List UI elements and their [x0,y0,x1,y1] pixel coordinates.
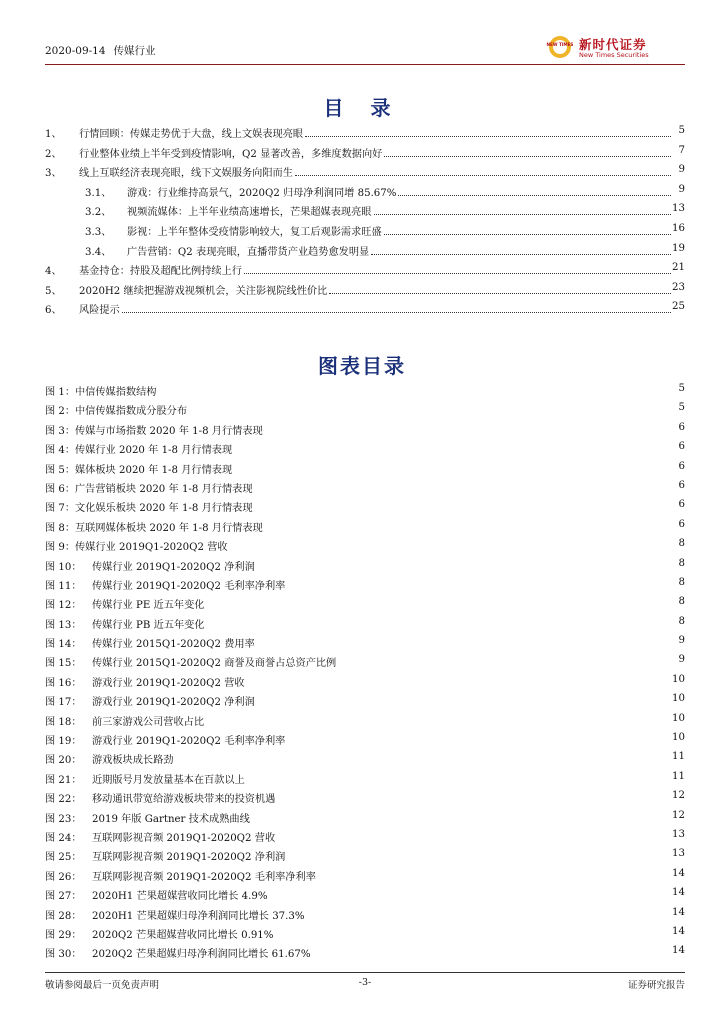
figure-entry[interactable] [45,710,685,729]
figure-entry-page: 8 [678,596,685,608]
toc-entry-number: 2、 [45,148,62,160]
figure-entry-leader [75,383,671,398]
figure-entry-page: 6 [678,460,685,472]
figure-entry-number: 图 9： [45,542,76,554]
figure-entry-leader [92,945,671,960]
toc-entry-leader [127,223,671,238]
toc-entry-leader [79,282,671,297]
figure-entry-page: 6 [678,518,685,530]
toc-entry[interactable] [45,161,685,181]
header-divider [45,64,685,65]
figure-entry[interactable] [45,574,685,593]
figure-entry-title: 游戏行业 2019Q1-2020Q2 毛利率净利率 [92,736,286,748]
figure-entry-page: 8 [678,576,685,588]
figure-entry[interactable] [45,593,685,612]
figure-entry-number: 图 19： [45,736,82,748]
figure-entry-title: 传媒行业 2015Q1-2020Q2 商誉及商誉占总资产比例 [92,658,337,670]
figure-entry-number: 图 3： [45,425,76,437]
figure-entry-title: 传媒行业 2019Q1-2020Q2 净利润 [92,561,255,573]
figure-entry-leader [75,402,671,417]
figure-entry[interactable] [45,845,685,864]
figure-entry-leader [92,848,671,863]
figure-entry-leader [75,441,671,456]
dot-leader [384,224,671,235]
figure-entry[interactable] [45,516,685,535]
toc-entry-title: 基金持仓：持股及超配比例持续上行 [79,266,242,278]
figure-entry-page: 5 [678,402,685,414]
page-header [45,34,685,64]
logo-name-en: New Times Securities [579,51,649,59]
figure-entry-title: 传媒行业 PB 近五年变化 [92,619,205,631]
figure-entry-page: 5 [678,383,685,394]
toc-entry[interactable] [45,240,685,260]
figure-entry-title: 传媒行业 2019Q1-2020Q2 毛利率净利率 [92,580,286,592]
toc-entry[interactable] [45,122,685,142]
figure-entry-leader [92,577,671,592]
report-date: 2020-09-14 [45,45,106,57]
figure-entry-title: 移动通讯带宽给游戏板块带来的投资机遇 [92,794,276,806]
figure-entry-title: 2020Q2 芒果超媒归母净利润同比增长 61.67% [92,949,311,961]
toc-entry-page: 9 [678,183,685,195]
figure-entry-title: 文化娱乐板块 2020 年 1-8 月行情表现 [75,503,253,515]
figure-entry-number: 图 7： [45,503,76,515]
figure-entry-leader [92,616,671,631]
figure-entry-title: 传媒行业 2015Q1-2020Q2 费用率 [92,639,255,651]
figure-entry[interactable] [45,787,685,806]
figure-entry-leader [75,461,671,476]
figure-entry-title: 前三家游戏公司营收占比 [92,716,205,728]
figure-entry-page: 8 [678,557,685,569]
figure-entry[interactable] [45,942,685,961]
figure-entry-title: 中信传媒指数成分股分布 [75,406,188,418]
toc-entry-leader [79,301,671,316]
company-logo [545,34,685,62]
toc-entry[interactable] [45,298,685,318]
figure-entry-title: 2019 年版 Gartner 技术成熟曲线 [92,813,250,825]
figure-entry-title: 传媒行业 2020 年 1-8 月行情表现 [75,445,233,457]
dot-leader [374,204,672,215]
dot-leader [398,185,671,196]
figure-entry-number: 图 1： [45,387,76,398]
dot-leader [305,126,671,137]
figure-entry-number: 图 22： [45,794,82,806]
figure-entry-title: 传媒行业 2019Q1-2020Q2 营收 [75,542,228,554]
figure-entry[interactable] [45,826,685,845]
figure-entry[interactable] [45,729,685,748]
toc-entry-page: 23 [672,281,685,293]
toc-entry-number: 4、 [45,266,62,278]
figure-entry[interactable] [45,380,685,399]
toc-entry-page: 21 [672,262,685,274]
figure-entry-number: 图 27： [45,891,82,903]
figure-entry-leader [92,907,671,922]
figure-entry-leader [75,519,671,534]
figure-entry-title: 2020H1 芒果超媒归母净利润同比增长 37.3% [92,910,305,922]
toc-entry[interactable] [45,220,685,240]
figure-entry-page: 6 [678,441,685,453]
figure-entry-number: 图 5： [45,464,76,476]
logo-mark-icon [545,34,575,60]
toc-entry-title: 线上互联经济表现亮眼，线下文娱服务向阳而生 [79,168,293,180]
figure-entry-page: 14 [672,906,685,918]
figure-entry-leader [92,596,671,611]
figure-entry-title: 中信传媒指数结构 [75,387,157,398]
toc-entry-number: 5、 [45,285,62,297]
toc-title: 目 录 [323,96,401,120]
toc-entry-title: 行情回顾：传媒走势优于大盘，线上文娱表现亮眼 [79,129,304,140]
logo-name-cn: 新时代证券 [579,37,647,52]
toc-entry-leader [127,184,671,199]
figure-entry-page: 11 [672,770,685,782]
toc-entry-page: 5 [678,125,685,136]
figure-entry[interactable] [45,632,685,651]
figure-entry[interactable] [45,923,685,942]
toc-entry-number: 3.1、 [85,187,112,199]
toc-entry-leader [79,125,671,140]
dot-leader [295,165,671,176]
toc-entry-leader [79,164,671,179]
figure-entry-number: 图 10： [45,561,82,573]
figure-entry-page: 13 [672,828,685,840]
figure-entry-page: 6 [678,421,685,433]
figure-entry-leader [75,422,671,437]
figure-entry-number: 图 18： [45,716,82,728]
figure-entry[interactable] [45,768,685,787]
figure-entry-number: 图 26： [45,871,82,883]
toc-entry-title: 行业整体业绩上半年受到疫情影响，Q2 显著改善，多维度数据向好 [79,148,383,160]
figure-entry-number: 图 24： [45,832,82,844]
figure-entry-page: 12 [672,790,685,802]
figure-entry-leader [75,480,671,495]
figure-entry-number: 图 28： [45,910,82,922]
figure-entry[interactable] [45,884,685,903]
figure-entry-number: 图 6： [45,483,76,495]
figure-entry-title: 传媒行业 PE 近五年变化 [92,600,205,612]
toc-entry-title: 广告营销：Q2 表现亮眼，直播带货产业趋势愈发明显 [127,246,370,258]
dot-leader [244,263,671,274]
toc-entry-title: 风险提示 [79,305,120,317]
figure-entry-number: 图 21： [45,774,82,786]
figure-entry[interactable] [45,535,685,554]
figure-entry-title: 互联网媒体板块 2020 年 1-8 月行情表现 [75,522,263,534]
toc-entry-number: 3、 [45,168,62,180]
figure-entry-leader [75,538,671,553]
figure-entry[interactable] [45,671,685,690]
figure-entry-number: 图 23： [45,813,82,825]
figure-entry-title: 游戏行业 2019Q1-2020Q2 净利润 [92,697,255,709]
toc-entry-title: 影视：上半年整体受疫情影响较大，复工后观影需求旺盛 [127,226,382,238]
figure-entry-title: 互联网影视音频 2019Q1-2020Q2 毛利率净利率 [92,871,316,883]
figure-entry[interactable] [45,555,685,574]
figure-entry-title: 2020H1 芒果超媒营收同比增长 4.9% [92,891,268,903]
toc-entry-number: 3.2、 [85,207,112,219]
figure-entry-page: 11 [672,751,685,763]
toc-entry-page: 25 [672,301,685,313]
figure-entry-page: 10 [672,693,685,705]
toc-entry-title: 视频流媒体：上半年业绩高速增长，芒果超媒表现亮眼 [127,207,372,219]
figure-list [45,380,685,962]
figure-entry-title: 游戏行业 2019Q1-2020Q2 营收 [92,677,245,689]
figure-entry-leader [92,810,671,825]
figure-entry-leader [92,868,671,883]
header-info [45,43,156,58]
dot-leader [384,146,671,157]
figure-entry-leader [92,887,671,902]
report-type: 证券研究报告 [627,980,685,991]
figure-entry-page: 8 [678,615,685,627]
figure-entry-page: 9 [678,654,685,666]
figure-entry-number: 图 15： [45,658,82,670]
figure-entry-leader [92,790,671,805]
toc-entry-number: 3.3、 [85,226,112,238]
toc-entry[interactable] [45,181,685,201]
figure-entry-page: 12 [672,809,685,821]
logo-mark-text: NEW TIMES [546,42,574,47]
figure-entry[interactable] [45,458,685,477]
figure-entry-number: 图 25： [45,852,82,864]
toc-entry-number: 6、 [45,305,62,317]
figure-entry-leader [92,635,671,650]
figure-entry-title: 互联网影视音频 2019Q1-2020Q2 净利润 [92,852,286,864]
figure-entry-leader [92,829,671,844]
figure-entry[interactable] [45,613,685,632]
figure-entry-number: 图 4： [45,445,76,457]
figure-entry-number: 图 8： [45,522,76,534]
toc-entry-leader [127,203,671,218]
figure-entry-title: 互联网影视音频 2019Q1-2020Q2 营收 [92,832,276,844]
footer-divider [45,972,685,973]
figure-entry[interactable] [45,807,685,826]
figure-entry-leader [92,732,671,747]
figure-entry-number: 图 2： [45,406,76,418]
toc-entry-number: 1、 [45,129,62,140]
figure-entry-page: 10 [672,673,685,685]
figure-entry-number: 图 13： [45,619,82,631]
report-sector: 传媒行业 [113,45,156,57]
figure-entry-page: 14 [672,867,685,879]
figure-entry-number: 图 16： [45,677,82,689]
figure-entry[interactable] [45,690,685,709]
figure-entry[interactable] [45,865,685,884]
figure-entry-number: 图 30： [45,949,82,961]
toc-entry-page: 7 [678,144,685,156]
toc-entry-title: 2020H2 继续把握游戏视频机会，关注影视院线性价比 [79,285,328,297]
dot-leader [122,302,671,313]
figure-entry-page: 14 [672,887,685,899]
figure-entry-leader [92,713,671,728]
figure-entry[interactable] [45,904,685,923]
toc-entry-page: 9 [678,164,685,176]
figure-entry-title: 媒体板块 2020 年 1-8 月行情表现 [75,464,233,476]
dot-leader [371,244,671,255]
figure-entry-number: 图 11： [45,580,82,592]
figure-entry-number: 图 29： [45,929,82,941]
toc-entry-leader [127,243,671,258]
figure-entry-title: 近期版号月发放量基本在百款以上 [92,774,245,786]
toc-entry-leader [79,145,671,160]
toc-entry[interactable] [45,200,685,220]
figure-entry-leader [92,674,671,689]
figure-entry[interactable] [45,399,685,418]
figure-entry-page: 13 [672,848,685,860]
figure-entry-title: 广告营销板块 2020 年 1-8 月行情表现 [75,483,253,495]
figure-entry-number: 图 17： [45,697,82,709]
figure-entry-page: 8 [678,538,685,550]
toc-entry[interactable] [45,279,685,299]
toc-entry[interactable] [45,142,685,162]
figure-entry[interactable] [45,496,685,515]
figures-title: 图表目录 [318,354,406,378]
figure-entry[interactable] [45,419,685,438]
toc-entry-number: 3.4、 [85,246,112,258]
figure-entry-leader [92,558,671,573]
figure-entry-page: 10 [672,712,685,724]
toc-entry-page: 19 [672,242,685,254]
figure-entry-page: 10 [672,732,685,744]
dot-leader [329,283,671,294]
page-number: -3- [358,977,372,988]
figure-entry-number: 图 12： [45,600,82,612]
toc-entry-leader [79,262,671,277]
figure-entry[interactable] [45,748,685,767]
figure-entry-number: 图 20： [45,755,82,767]
figure-entry[interactable] [45,651,685,670]
toc-entry-page: 16 [672,222,685,234]
figure-entry-page: 6 [678,499,685,511]
figure-entry[interactable] [45,438,685,457]
figure-entry-title: 游戏板块成长路劲 [92,755,174,767]
figure-entry-title: 2020Q2 芒果超媒营收同比增长 0.91% [92,929,274,941]
toc-entry-title: 游戏：行业维持高景气，2020Q2 归母净利润同增 85.67% [127,187,397,199]
figure-entry-leader [92,693,671,708]
figure-entry-page: 14 [672,925,685,937]
figure-entry-leader [92,926,671,941]
disclaimer-note: 敬请参阅最后一页免责声明 [45,980,160,991]
figure-entry-page: 9 [678,635,685,647]
toc-entry[interactable] [45,259,685,279]
figure-entry-leader [92,751,671,766]
figure-entry[interactable] [45,477,685,496]
figure-entry-leader [92,771,671,786]
figure-entry-number: 图 14： [45,639,82,651]
table-of-contents [45,122,685,318]
figure-entry-page: 6 [678,479,685,491]
toc-entry-page: 13 [672,203,685,215]
figure-entry-leader [92,654,671,669]
figure-entry-page: 14 [672,945,685,957]
figure-entry-title: 传媒与市场指数 2020 年 1-8 月行情表现 [75,425,263,437]
figure-entry-leader [75,499,671,514]
